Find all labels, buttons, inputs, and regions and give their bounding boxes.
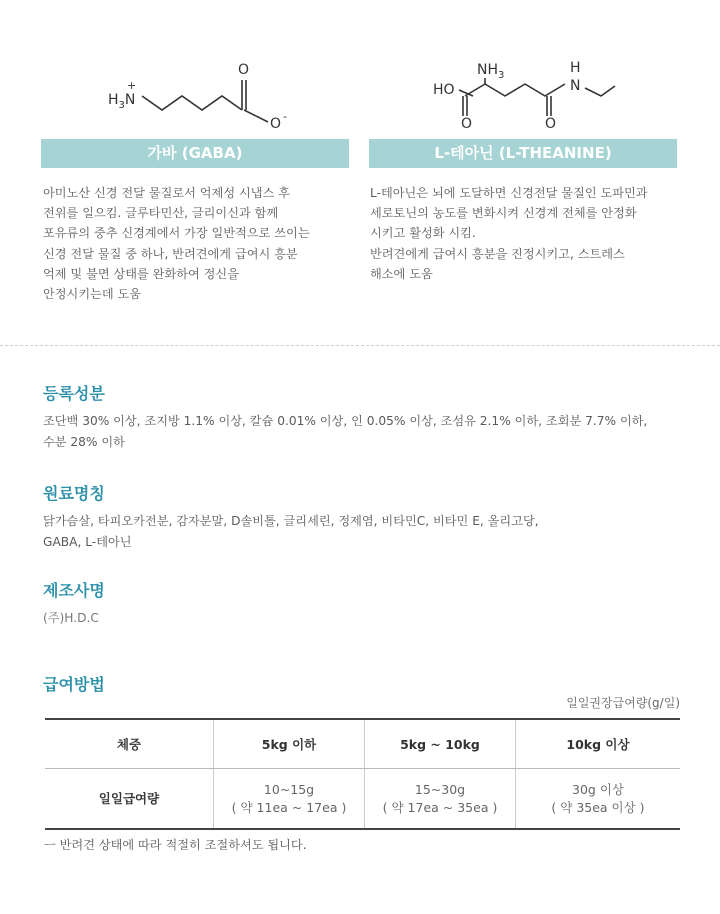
ingredients-title: 원료명칭 — [43, 484, 105, 503]
gaba-carbon-chain — [142, 96, 242, 110]
cell-count: ( 약 17ea ~ 35ea ) — [382, 799, 498, 815]
theanine-n-label: N — [570, 78, 581, 94]
feeding-title: 급여방법 — [43, 675, 105, 694]
theanine-ho-label: HO — [433, 82, 455, 98]
theanine-structure-diagram — [425, 56, 635, 130]
header-under-5kg: 5kg 이하 — [214, 719, 365, 769]
gaba-name: 가바 (GABA) — [147, 144, 243, 162]
feeding-table-header-row — [45, 719, 680, 769]
feeding-unit-label: 일일권장급여량(g/일) — [566, 696, 680, 710]
theanine-h-label: H — [570, 60, 581, 76]
feeding-note: ㅡ 반려견 상태에 따라 적절히 조절하셔도 됩니다. — [44, 838, 307, 852]
cell-count: ( 약 35ea 이상 ) — [551, 799, 645, 815]
cell-amount: 15~30g — [414, 781, 466, 797]
row-label-daily-amount: 일일급여량 — [45, 769, 214, 830]
theanine-carbon-chain — [465, 84, 565, 96]
cell-over-10kg — [516, 769, 681, 830]
theanine-name-bar — [369, 139, 677, 168]
section-divider — [0, 345, 720, 346]
cell-amount: 30g 이상 — [572, 781, 624, 797]
cell-amount: 10~15g — [263, 781, 315, 797]
gaba-amine-label: $H_3N$ — [108, 92, 136, 111]
header-weight: 체중 — [45, 719, 214, 769]
header-5-to-10kg: 5kg ~ 10kg — [365, 719, 516, 769]
theanine-nh3-label: $NH_3$ — [477, 62, 505, 81]
ingredients-body: 닭가슴살, 타피오카전분, 감자분말, D솔비톨, 글리세린, 정제염, 비타민C, 비타민 E, 올리고당, GABA, L-테아닌 — [43, 514, 539, 549]
cell-under-5kg — [214, 769, 365, 830]
theanine-name: L-테아닌 (L-THEANINE) — [434, 144, 612, 162]
table-row — [45, 769, 680, 830]
feeding-table — [45, 718, 680, 830]
gaba-description: 아미노산 신경 전달 물질로서 억제성 시냅스 후 전위를 일으킴. 글루타민산, 글리이신과 함께 포유류의 중추 신경계에서 가장 일반적으로 쓰이는 신경 전달 물질 중 하나, 반려견에게 급여시 흥분 억제 및 불면 상태를 완화하여 정신을 안정시키는데 도움 — [43, 186, 310, 302]
gaba-name-bar — [41, 139, 349, 168]
manufacturer-title: 제조사명 — [43, 581, 105, 600]
gaba-structure-diagram — [100, 58, 300, 138]
theanine-description: L-테아닌은 뇌에 도달하면 신경전달 물질인 도파민과 세로토닌의 농도를 변화시켜 신경계 전체를 안정화 시키고 활성화 시킴. 반려견에게 급여시 흥분을 진정시키고, 스트레스 해소에 도움 — [370, 186, 648, 281]
gaba-carboxylate-o: O — [270, 116, 282, 132]
registration-title: 등록성분 — [43, 384, 105, 403]
gaba-plus-label: + — [127, 79, 137, 92]
theanine-o2-label: O — [545, 116, 557, 130]
manufacturer-body: (주)H.D.C — [43, 611, 99, 625]
cell-count: ( 약 11ea ~ 17ea ) — [231, 799, 347, 815]
gaba-carbonyl-o: O — [238, 62, 250, 78]
cell-5-to-10kg — [365, 769, 516, 830]
header-over-10kg: 10kg 이상 — [516, 719, 681, 769]
registration-body: 조단백 30% 이상, 조지방 1.1% 이상, 칼슘 0.01% 이상, 인 0.05% 이상, 조섬유 2.1% 이하, 조회분 7.7% 이하, 수분 28% 이하 — [43, 414, 648, 449]
gaba-minus-label: - — [283, 110, 287, 123]
theanine-o1-label: O — [461, 116, 473, 130]
